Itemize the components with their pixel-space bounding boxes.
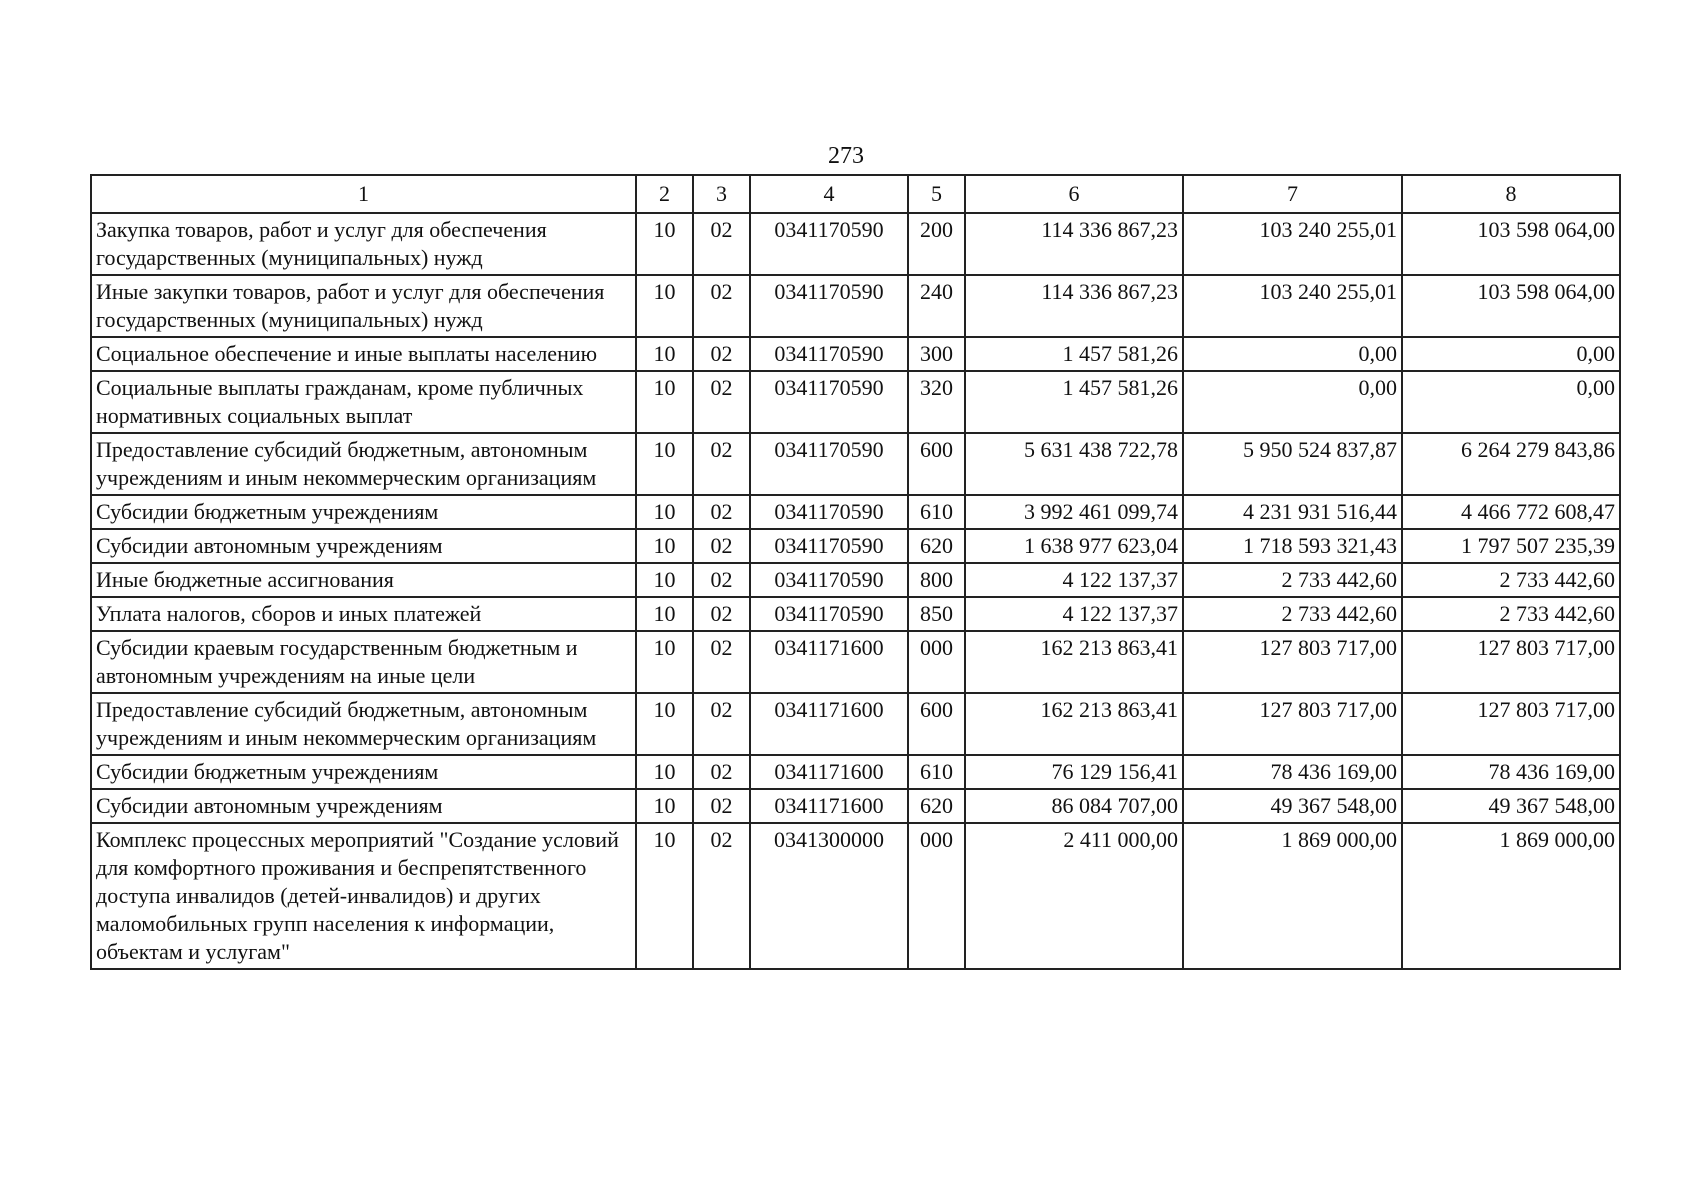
section-code-cell: 10 <box>636 433 693 495</box>
amount-col8-cell: 49 367 548,00 <box>1402 789 1620 823</box>
amount-col7-cell: 1 869 000,00 <box>1183 823 1402 969</box>
target-article-cell: 0341170590 <box>750 433 908 495</box>
amount-col6-cell: 86 084 707,00 <box>965 789 1183 823</box>
target-article-cell: 0341171600 <box>750 789 908 823</box>
amount-col8-cell: 1 797 507 235,39 <box>1402 529 1620 563</box>
amount-col6-cell: 1 457 581,26 <box>965 337 1183 371</box>
section-code-cell: 10 <box>636 597 693 631</box>
subsection-code-cell: 02 <box>693 275 750 337</box>
amount-col8-cell: 103 598 064,00 <box>1402 275 1620 337</box>
expense-type-cell: 620 <box>908 529 965 563</box>
section-code-cell: 10 <box>636 337 693 371</box>
amount-col8-cell: 127 803 717,00 <box>1402 693 1620 755</box>
row-name-cell: Субсидии бюджетным учреждениям <box>91 755 636 789</box>
section-code-cell: 10 <box>636 213 693 275</box>
subsection-code-cell: 02 <box>693 495 750 529</box>
expense-type-cell: 000 <box>908 823 965 969</box>
amount-col6-cell: 162 213 863,41 <box>965 631 1183 693</box>
section-code-cell: 10 <box>636 631 693 693</box>
target-article-cell: 0341170590 <box>750 597 908 631</box>
table-row <box>91 213 1620 275</box>
row-name-cell: Субсидии краевым государственным бюджетным и автономным учреждениям на иные цели <box>91 631 636 693</box>
table-row <box>91 495 1620 529</box>
row-name-cell: Иные бюджетные ассигнования <box>91 563 636 597</box>
header-cell: 7 <box>1183 175 1402 213</box>
target-article-cell: 0341170590 <box>750 371 908 433</box>
expense-type-cell: 610 <box>908 755 965 789</box>
amount-col6-cell: 162 213 863,41 <box>965 693 1183 755</box>
table-row <box>91 371 1620 433</box>
amount-col6-cell: 2 411 000,00 <box>965 823 1183 969</box>
row-name-cell: Субсидии автономным учреждениям <box>91 789 636 823</box>
amount-col7-cell: 78 436 169,00 <box>1183 755 1402 789</box>
amount-col6-cell: 4 122 137,37 <box>965 563 1183 597</box>
subsection-code-cell: 02 <box>693 755 750 789</box>
amount-col8-cell: 2 733 442,60 <box>1402 563 1620 597</box>
amount-col7-cell: 2 733 442,60 <box>1183 563 1402 597</box>
header-cell: 4 <box>750 175 908 213</box>
table-row <box>91 755 1620 789</box>
expense-type-cell: 850 <box>908 597 965 631</box>
expense-type-cell: 000 <box>908 631 965 693</box>
section-code-cell: 10 <box>636 563 693 597</box>
amount-col8-cell: 103 598 064,00 <box>1402 213 1620 275</box>
amount-col8-cell: 4 466 772 608,47 <box>1402 495 1620 529</box>
target-article-cell: 0341170590 <box>750 213 908 275</box>
section-code-cell: 10 <box>636 693 693 755</box>
table-row <box>91 337 1620 371</box>
subsection-code-cell: 02 <box>693 529 750 563</box>
budget-table <box>90 174 1621 970</box>
amount-col7-cell: 1 718 593 321,43 <box>1183 529 1402 563</box>
target-article-cell: 0341300000 <box>750 823 908 969</box>
target-article-cell: 0341171600 <box>750 755 908 789</box>
expense-type-cell: 600 <box>908 433 965 495</box>
expense-type-cell: 620 <box>908 789 965 823</box>
amount-col7-cell: 49 367 548,00 <box>1183 789 1402 823</box>
amount-col7-cell: 0,00 <box>1183 337 1402 371</box>
target-article-cell: 0341170590 <box>750 495 908 529</box>
subsection-code-cell: 02 <box>693 371 750 433</box>
amount-col8-cell: 1 869 000,00 <box>1402 823 1620 969</box>
section-code-cell: 10 <box>636 275 693 337</box>
page-number: 273 <box>828 143 864 169</box>
amount-col6-cell: 1 457 581,26 <box>965 371 1183 433</box>
row-name-cell: Предоставление субсидий бюджетным, автономным учреждениям и иным некоммерческим организациям <box>91 433 636 495</box>
table-row <box>91 631 1620 693</box>
subsection-code-cell: 02 <box>693 631 750 693</box>
row-name-cell: Закупка товаров, работ и услуг для обеспечения государственных (муниципальных) нужд <box>91 213 636 275</box>
header-row <box>91 175 1620 213</box>
row-name-cell: Субсидии бюджетным учреждениям <box>91 495 636 529</box>
amount-col6-cell: 76 129 156,41 <box>965 755 1183 789</box>
amount-col7-cell: 2 733 442,60 <box>1183 597 1402 631</box>
table-row <box>91 563 1620 597</box>
row-name-cell: Комплекс процессных мероприятий "Создание условий для комфортного проживания и беспрепятственного доступа инвалидов (детей-инвалидов) и других маломобильных групп населения к информации, объектам и услугам" <box>91 823 636 969</box>
table-row <box>91 275 1620 337</box>
section-code-cell: 10 <box>636 789 693 823</box>
amount-col8-cell: 78 436 169,00 <box>1402 755 1620 789</box>
subsection-code-cell: 02 <box>693 213 750 275</box>
amount-col7-cell: 4 231 931 516,44 <box>1183 495 1402 529</box>
amount-col7-cell: 127 803 717,00 <box>1183 693 1402 755</box>
amount-col7-cell: 0,00 <box>1183 371 1402 433</box>
subsection-code-cell: 02 <box>693 433 750 495</box>
amount-col6-cell: 4 122 137,37 <box>965 597 1183 631</box>
subsection-code-cell: 02 <box>693 823 750 969</box>
amount-col7-cell: 103 240 255,01 <box>1183 213 1402 275</box>
subsection-code-cell: 02 <box>693 563 750 597</box>
section-code-cell: 10 <box>636 371 693 433</box>
amount-col6-cell: 1 638 977 623,04 <box>965 529 1183 563</box>
target-article-cell: 0341171600 <box>750 693 908 755</box>
amount-col7-cell: 103 240 255,01 <box>1183 275 1402 337</box>
row-name-cell: Уплата налогов, сборов и иных платежей <box>91 597 636 631</box>
amount-col7-cell: 127 803 717,00 <box>1183 631 1402 693</box>
amount-col8-cell: 0,00 <box>1402 371 1620 433</box>
amount-col7-cell: 5 950 524 837,87 <box>1183 433 1402 495</box>
expense-type-cell: 800 <box>908 563 965 597</box>
table-row <box>91 789 1620 823</box>
section-code-cell: 10 <box>636 823 693 969</box>
table-row <box>91 823 1620 969</box>
header-cell: 1 <box>91 175 636 213</box>
header-cell: 5 <box>908 175 965 213</box>
expense-type-cell: 240 <box>908 275 965 337</box>
expense-type-cell: 300 <box>908 337 965 371</box>
amount-col6-cell: 114 336 867,23 <box>965 213 1183 275</box>
subsection-code-cell: 02 <box>693 597 750 631</box>
header-cell: 8 <box>1402 175 1620 213</box>
table-row <box>91 529 1620 563</box>
section-code-cell: 10 <box>636 755 693 789</box>
target-article-cell: 0341170590 <box>750 563 908 597</box>
row-name-cell: Субсидии автономным учреждениям <box>91 529 636 563</box>
row-name-cell: Социальное обеспечение и иные выплаты населению <box>91 337 636 371</box>
amount-col8-cell: 2 733 442,60 <box>1402 597 1620 631</box>
subsection-code-cell: 02 <box>693 337 750 371</box>
subsection-code-cell: 02 <box>693 693 750 755</box>
amount-col8-cell: 127 803 717,00 <box>1402 631 1620 693</box>
row-name-cell: Иные закупки товаров, работ и услуг для обеспечения государственных (муниципальных) нужд <box>91 275 636 337</box>
amount-col6-cell: 3 992 461 099,74 <box>965 495 1183 529</box>
target-article-cell: 0341171600 <box>750 631 908 693</box>
row-name-cell: Социальные выплаты гражданам, кроме публичных нормативных социальных выплат <box>91 371 636 433</box>
expense-type-cell: 610 <box>908 495 965 529</box>
target-article-cell: 0341170590 <box>750 529 908 563</box>
table-row <box>91 693 1620 755</box>
amount-col8-cell: 6 264 279 843,86 <box>1402 433 1620 495</box>
subsection-code-cell: 02 <box>693 789 750 823</box>
amount-col6-cell: 114 336 867,23 <box>965 275 1183 337</box>
header-cell: 3 <box>693 175 750 213</box>
amount-col6-cell: 5 631 438 722,78 <box>965 433 1183 495</box>
target-article-cell: 0341170590 <box>750 275 908 337</box>
row-name-cell: Предоставление субсидий бюджетным, автономным учреждениям и иным некоммерческим организациям <box>91 693 636 755</box>
header-cell: 2 <box>636 175 693 213</box>
table-row <box>91 433 1620 495</box>
section-code-cell: 10 <box>636 529 693 563</box>
section-code-cell: 10 <box>636 495 693 529</box>
expense-type-cell: 200 <box>908 213 965 275</box>
header-cell: 6 <box>965 175 1183 213</box>
expense-type-cell: 600 <box>908 693 965 755</box>
amount-col8-cell: 0,00 <box>1402 337 1620 371</box>
expense-type-cell: 320 <box>908 371 965 433</box>
table-row <box>91 597 1620 631</box>
target-article-cell: 0341170590 <box>750 337 908 371</box>
